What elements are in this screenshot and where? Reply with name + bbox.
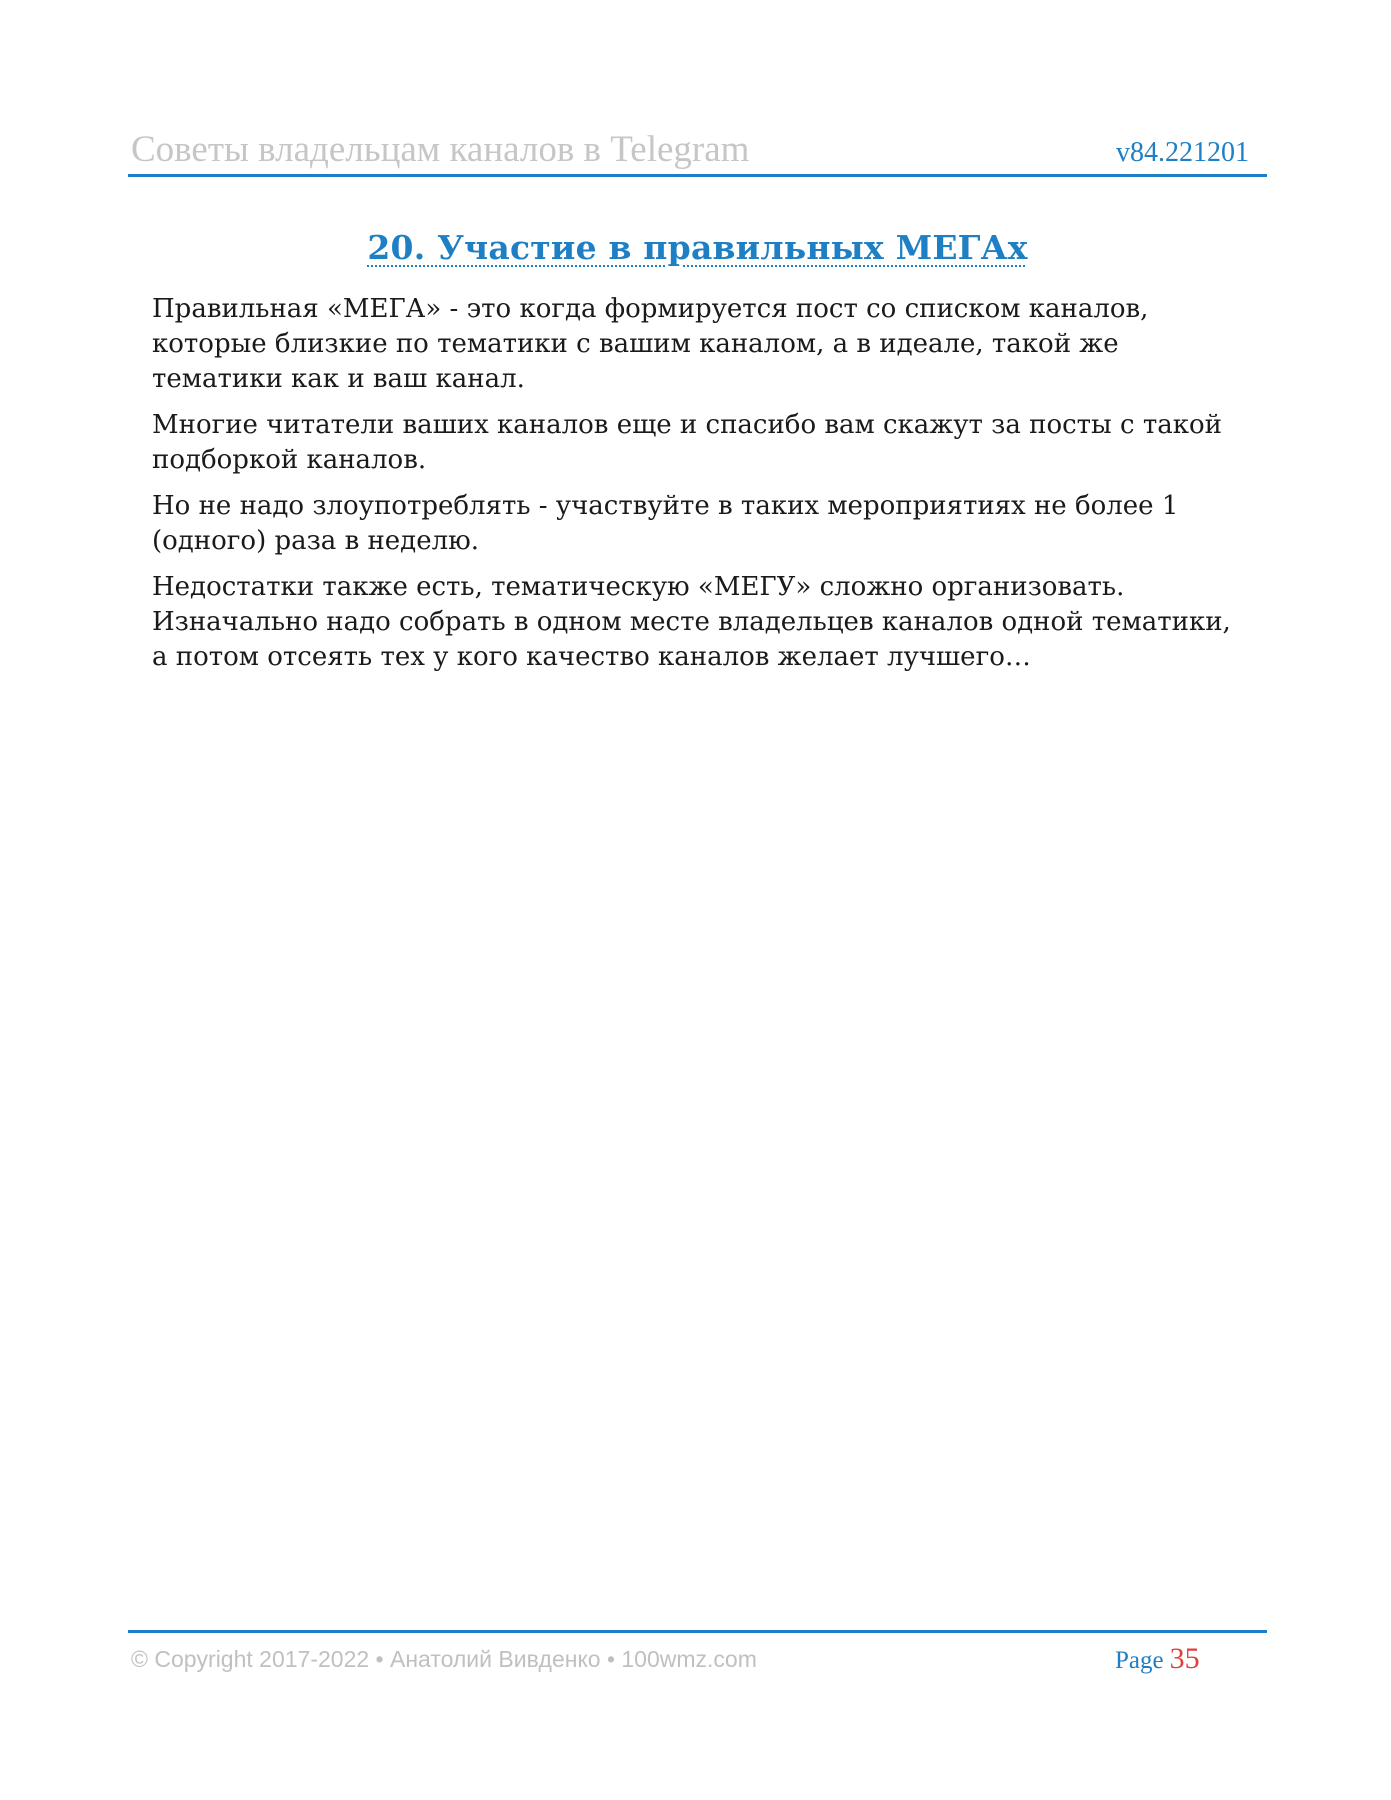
- section-heading: [128, 224, 1267, 272]
- text-line: а потом отсеять тех у кого качество каналов желает лучшего…: [152, 642, 1031, 672]
- text-line: Но не надо злоупотреблять - участвуйте в таких мероприятиях не более 1: [152, 491, 1179, 521]
- text-line: подборкой каналов.: [152, 445, 427, 475]
- header-title: Советы владельцам каналов в Telegram: [131, 129, 750, 170]
- text-line: Изначально надо собрать в одном месте владельцев каналов одной тематики,: [152, 607, 1231, 637]
- text-line: Правильная «МЕГА» - это когда формируется пост со списком каналов,: [152, 294, 1149, 324]
- header-version: v84.221201: [1116, 137, 1249, 168]
- text-line: Недостатки также есть, тематическую «МЕГУ» сложно организовать.: [152, 572, 1125, 602]
- text-line: Многие читатели ваших каналов еще и спасибо вам скажут за посты с такой: [152, 410, 1222, 440]
- text-line: которые близкие по тематики с вашим каналом, а в идеале, такой же: [152, 329, 1119, 359]
- header-divider: [128, 174, 1267, 177]
- section-heading-link[interactable]: 20. Участие в правильных МЕГАх: [367, 228, 1028, 267]
- paragraph-3: [152, 489, 1252, 559]
- body-text: [152, 292, 1252, 686]
- page-number: 35: [1169, 1642, 1200, 1675]
- paragraph-2: [152, 408, 1252, 478]
- footer-copyright: © Copyright 2017-2022 • Анатолий Вивденко • 100wmz.com: [131, 1646, 757, 1672]
- paragraph-4: [152, 570, 1252, 675]
- page-label: Page: [1115, 1647, 1164, 1674]
- paragraph-1: [152, 292, 1252, 397]
- text-line: тематики как и ваш канал.: [152, 364, 525, 394]
- text-line: (одного) раза в неделю.: [152, 526, 479, 556]
- page-header: [128, 128, 1267, 176]
- footer-divider: [128, 1630, 1267, 1633]
- page-indicator: [1115, 1642, 1200, 1678]
